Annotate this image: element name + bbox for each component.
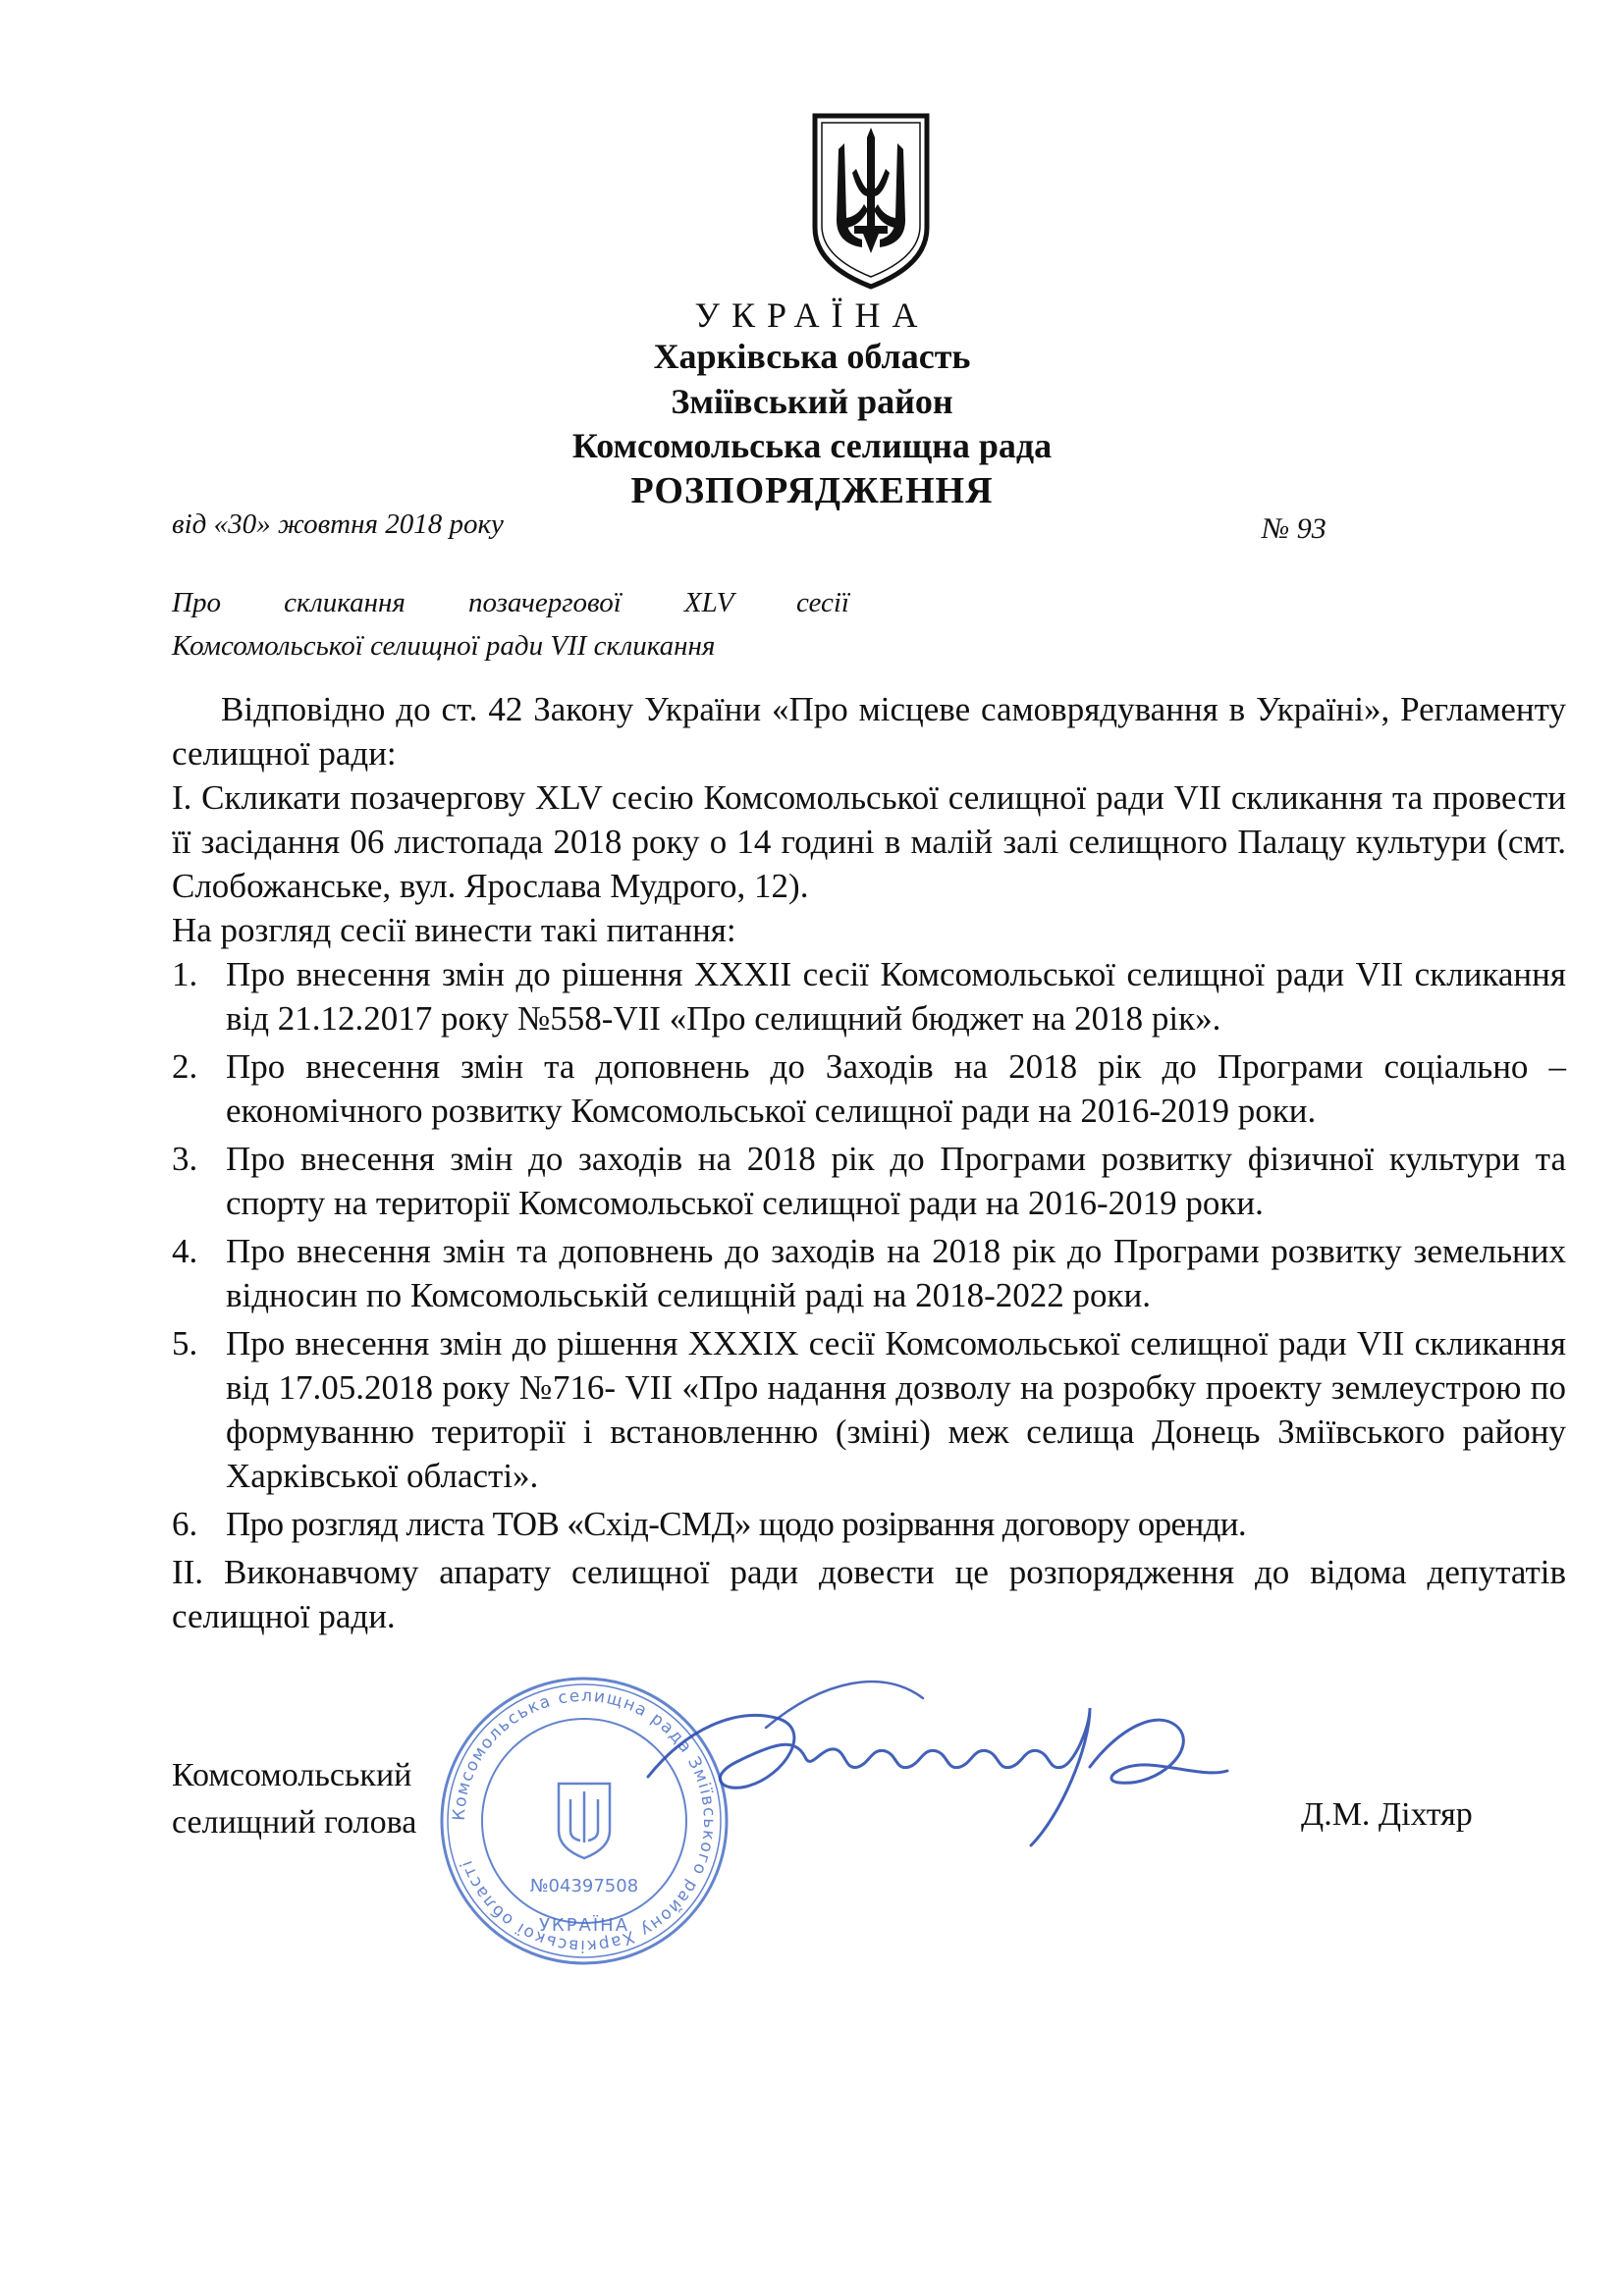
signatory-role-line-1: Комсомольський bbox=[172, 1757, 412, 1793]
handwritten-signature bbox=[628, 1669, 1237, 1855]
signatory-role bbox=[172, 1752, 416, 1846]
trident-emblem-icon bbox=[807, 110, 935, 292]
document-date: від «30» жовтня 2018 року bbox=[172, 508, 504, 540]
intro-paragraph: Відповідно до ст. 42 Закону України «Про місцеве самоврядування в Україні», Регламенту селищної ради: bbox=[172, 690, 1566, 773]
header-district: Зміївський район bbox=[671, 382, 953, 421]
agenda-item-number: 6. bbox=[172, 1505, 198, 1543]
agenda-item-text: Про внесення змін та доповнень до Заходів на 2018 рік до Програми соціально – економічного розвитку Комсомольської селищної ради на 2016-2019 роки. bbox=[226, 1047, 1566, 1130]
signatory-name: Д.М. Діхтяр bbox=[1301, 1796, 1473, 1833]
stamp-trident-icon bbox=[559, 1784, 610, 1858]
agenda-item-text: Про внесення змін та доповнень до заходів на 2018 рік до Програми розвитку земельних відносин по Комсомольській селищній раді на 2018-2022 роки. bbox=[226, 1232, 1566, 1314]
agenda-item-text: Про внесення змін до рішення XXXII сесії Комсомольської селищної ради VII скликання від 21.12.2017 року №558-VII «Про селищний бюджет на 2018 рік». bbox=[226, 955, 1566, 1038]
subject-line-2: Комсомольської селищної ради VII скликання bbox=[172, 630, 716, 662]
agenda-item-number: 5. bbox=[172, 1324, 198, 1362]
agenda-list bbox=[172, 952, 1566, 1546]
document-number: № 93 bbox=[1262, 512, 1326, 545]
stamp-code: №04397508 bbox=[529, 1876, 639, 1896]
agenda-item-number: 4. bbox=[172, 1232, 198, 1270]
agenda-item bbox=[172, 1321, 1566, 1498]
agenda-item-number: 1. bbox=[172, 955, 198, 993]
agenda-item-text: Про внесення змін до заходів на 2018 рік до Програми розвитку фізичної культури та спорту на території Комсомольської селищної ради на 2016-2019 роки. bbox=[226, 1140, 1566, 1222]
agenda-item bbox=[172, 952, 1566, 1041]
agenda-title: На розгляд сесії винести такі питання: bbox=[172, 911, 736, 949]
agenda-item bbox=[172, 1229, 1566, 1317]
agenda-item bbox=[172, 1044, 1566, 1133]
agenda-item-text: Про розгляд листа ТОВ «Схід-СМД» щодо розірвання договору оренди. bbox=[226, 1505, 1247, 1543]
stamp-outer-text: Комсомольська селищна рада Зміївського району Харківської області bbox=[449, 1685, 720, 1956]
point-one-paragraph: I. Скликати позачергову XLV сесію Комсомольської селищної ради VII скликання та провести її засідання 06 листопада 2018 року о 14 годині в малій залі селищного Палацу культури (смт. Слобожанське, вул. Ярослава Мудрого, 12). bbox=[172, 778, 1566, 905]
point-two-paragraph: II. Виконавчому апарату селищної ради довести це розпорядження до відома депутатів селищної ради. bbox=[172, 1553, 1566, 1635]
document-body bbox=[172, 687, 1566, 1638]
document-type-title: РОЗПОРЯДЖЕННЯ bbox=[630, 470, 994, 511]
agenda-item bbox=[172, 1502, 1566, 1546]
header-country: УКРАЇНА bbox=[694, 295, 930, 335]
agenda-item-number: 3. bbox=[172, 1140, 198, 1178]
header-council: Комсомольська селищна рада bbox=[571, 426, 1053, 465]
agenda-item-text: Про внесення змін до рішення XXXIX сесії Комсомольської селищної ради VII скликання від 17.05.2018 року №716- VII «Про надання дозволу на розробку проекту землеустрою по формуванню території і встановленню (зміні) меж селища Донець Зміївського району Харківської області». bbox=[226, 1324, 1566, 1495]
document-subject bbox=[172, 581, 849, 667]
stamp-country: УКРАЇНА bbox=[538, 1915, 630, 1936]
header-region: Харківська область bbox=[653, 337, 971, 376]
agenda-item bbox=[172, 1137, 1566, 1225]
agenda-item-number: 2. bbox=[172, 1047, 198, 1086]
subject-line-1: Про скликання позачергової XLV сесії bbox=[172, 587, 849, 618]
signatory-role-line-2: селищний голова bbox=[172, 1804, 417, 1841]
